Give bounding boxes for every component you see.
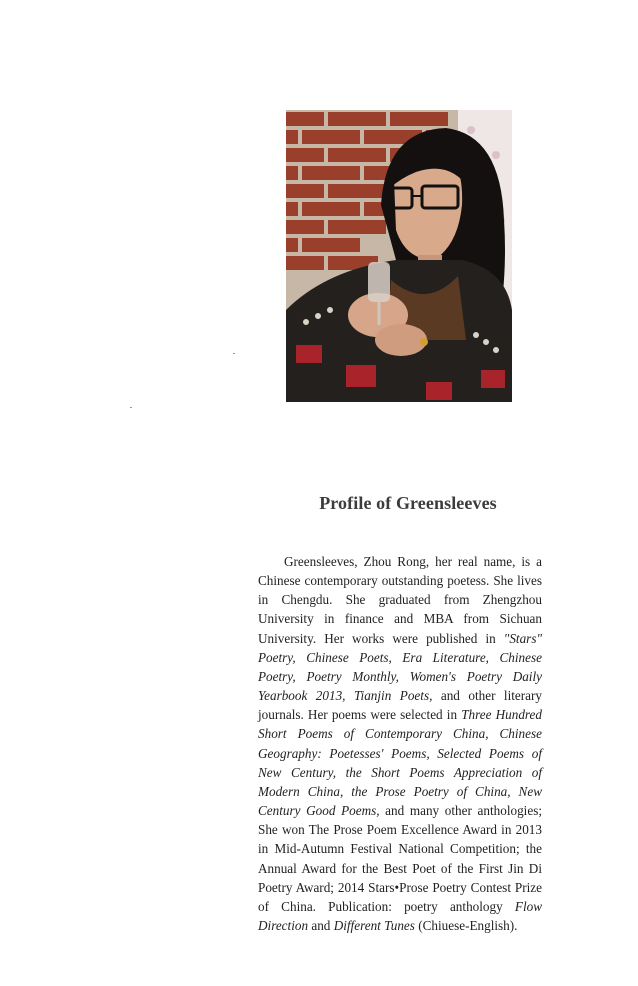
profile-body bbox=[258, 552, 542, 935]
profile-title: Profile of Greensleeves bbox=[319, 493, 497, 513]
scan-speck bbox=[130, 407, 132, 408]
publication-list: "Stars" Poetry, Chinese Poets, Era Literature, Chinese Poetry, Poetry Monthly, Women's Poetry Daily Yearbook 2013, Tianjin Poets, bbox=[258, 630, 542, 704]
profile-paragraph bbox=[258, 552, 542, 935]
text-segment: and other literary journals. Her poems were selected in bbox=[258, 688, 543, 723]
text-segment: and many other anthologies; She won The Prose Poem Excellence Award in 2013 in Mid-Autumn Festival National Competition; the Annual Award for the Best Poet of the First Jin Di Poetry Award; 2014 Stars•Prose Poetry Contest Prize of China. Publication: poetry anthology bbox=[258, 803, 542, 914]
scan-speck bbox=[233, 353, 235, 354]
author-photo bbox=[286, 110, 512, 402]
text-segment: and bbox=[308, 917, 334, 933]
book-title: Flow Direction bbox=[258, 898, 542, 933]
anthology-list: Three Hundred Short Poems of Contemporary China, Chinese Geography: Poetesses' Poems, Selected Poems of New Century, the Short Poems Appreciation of Modern China, the Prose Poetry of China, New Century Good Poems, bbox=[258, 707, 543, 819]
text-segment: (Chiuese-English). bbox=[414, 917, 518, 933]
book-title: Different Tunes bbox=[333, 917, 415, 933]
text-segment: Greensleeves, Zhou Rong, her real name, is a Chinese contemporary outstanding poetess. She lives in Chengdu. She graduated from Zhengzhou University in finance and MBA from Sichuan University. Her works were published in bbox=[258, 554, 542, 646]
